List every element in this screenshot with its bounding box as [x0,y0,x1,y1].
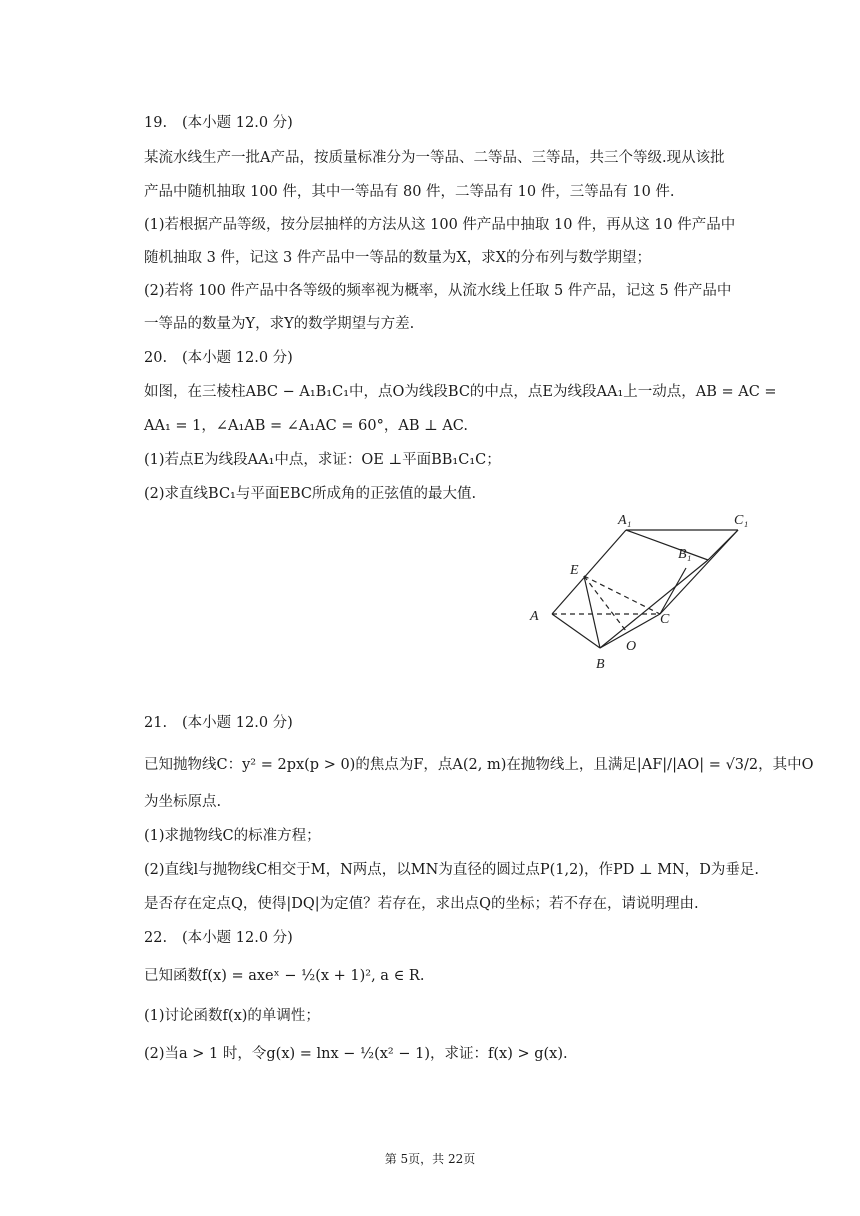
q19-line-3: (1)若根据产品等级，按分层抽样的方法从这 100 件产品中抽取 10 件，再从这 10 件产品中 [144,217,736,233]
q21-line-3: (1)求抛物线C的标准方程； [144,828,321,844]
q20-line-4: (2)求直线BC₁与平面EBC所成角的正弦值的最大值. [144,486,477,502]
label-a1: A₁ [618,513,632,528]
q21-score: (本小题 12.0 分) [182,715,293,731]
label-o: O [626,639,637,654]
prism-figure [520,508,760,676]
q20-line-3: (1)若点E为线段AA₁中点，求证：OE ⊥平面BB₁C₁C； [144,452,501,468]
q19-line-2: 产品中随机抽取 100 件，其中一等品有 80 件，二等品有 10 件，三等品有 10 件. [144,184,675,200]
label-b1: B₁ [678,547,692,562]
edge-a1b1 [626,530,708,560]
q21-number: 21. [144,715,168,731]
q20-score: (本小题 12.0 分) [182,350,293,366]
edge-c1c [660,530,738,614]
q19-score: (本小题 12.0 分) [182,115,293,131]
q19-number: 19. [144,115,168,131]
edge-ec [584,576,660,614]
q22-number: 22. [144,930,168,946]
edge-a1a [552,530,626,614]
q20-line-2: AA₁ = 1，∠A₁AB = ∠A₁AC = 60°，AB ⊥ AC. [144,418,468,434]
label-c: C [660,612,670,627]
q19-line-1: 某流水线生产一批A产品，按质量标准分为一等品、二等品、三等品，共三个等级.现从该批 [144,150,725,166]
q22-line-2: (1)讨论函数f(x)的单调性； [144,1008,320,1024]
page-footer: 第 5页，共 22页 [384,1152,476,1166]
q19-line-4: 随机抽取 3 件，记这 3 件产品中一等品的数量为X，求X的分布列与数学期望； [144,250,652,266]
q20-line-1: 如图，在三棱柱ABC − A₁B₁C₁中，点O为线段BC的中点，点E为线段AA₁上一动点，AB = AC = [144,384,777,400]
q19-line-5: (2)若将 100 件产品中各等级的频率视为概率，从流水线上任取 5 件产品，记这 5 件产品中 [144,283,732,299]
label-c1: C₁ [734,513,749,528]
q19-line-6: 一等品的数量为Y，求Y的数学期望与方差. [144,316,415,332]
edge-ab [552,614,600,648]
q22-score: (本小题 12.0 分) [182,930,293,946]
q22-header [144,928,293,948]
label-b: B [596,657,605,672]
q21-line-1: 已知抛物线C：y² = 2px(p > 0)的焦点为F，点A(2, m)在抛物线上，且满足|AF|/|AO| = √3/2，其中O [144,757,814,773]
q21-line-5: 是否存在定点Q，使得|DQ|为定值？若存在，求出点Q的坐标；若不存在，请说明理由. [144,896,699,912]
label-e: E [570,563,579,578]
edge-b1b [600,560,708,648]
q21-header [144,713,293,733]
prism-diagram [520,508,760,676]
q20-number: 20. [144,350,168,366]
q21-line-4: (2)直线l与抛物线C相交于M，N两点，以MN为直径的圆过点P(1,2)，作PD ⊥ MN，D为垂足. [144,862,759,878]
q20-header [144,348,293,368]
label-a: A [530,609,539,624]
q22-line-1: 已知函数f(x) = axeˣ − ½(x + 1)², a ∈ R. [144,968,425,984]
q19-header [144,113,293,133]
q22-line-3: (2)当a > 1 时，令g(x) = lnx − ½(x² − 1)，求证：f(x) > g(x). [144,1046,568,1062]
q21-line-2: 为坐标原点. [144,794,222,810]
